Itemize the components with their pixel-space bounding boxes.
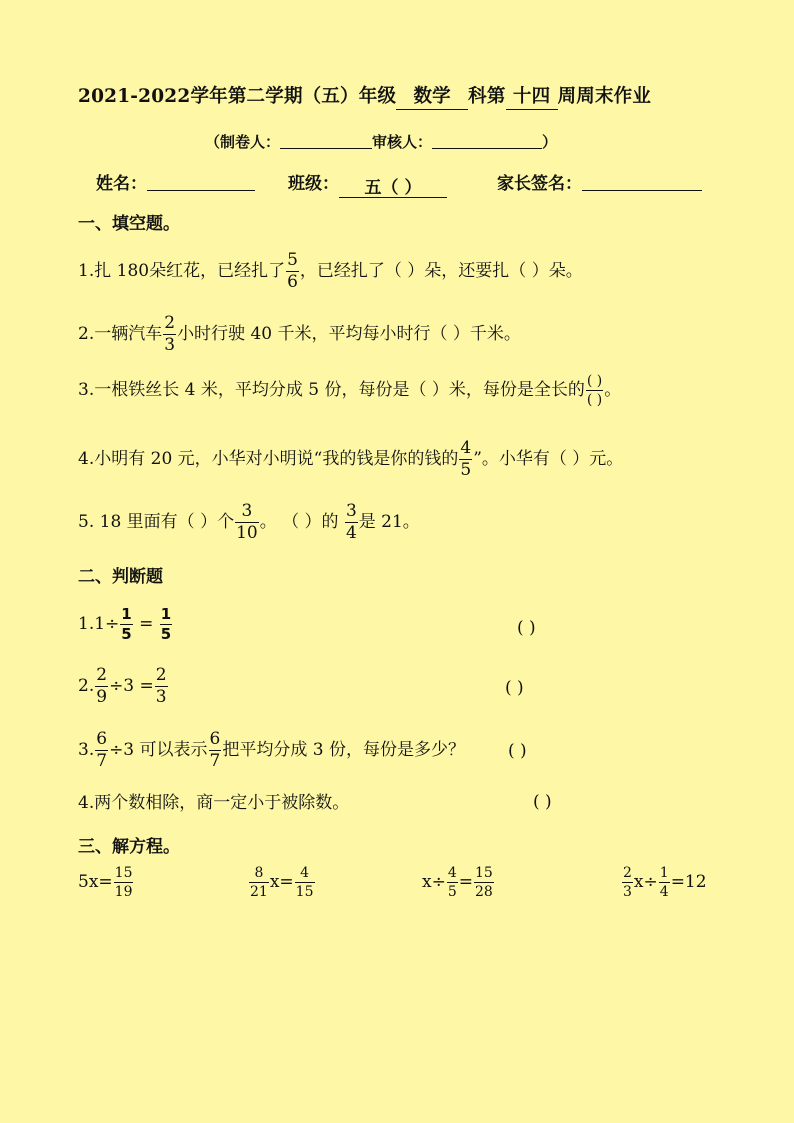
q1-text-b: ，已经扎了（ ）朵，还要扎（ ）朵。	[299, 261, 583, 281]
week-field: 十四	[506, 86, 558, 110]
j1-fraction-1	[120, 607, 132, 642]
name-field	[96, 173, 255, 195]
judge-answer-2[interactable]: ( )	[505, 678, 524, 698]
section-fill-blank-heading: 一、填空题。	[78, 214, 180, 234]
j1-numerator-2: 1	[160, 605, 172, 623]
judge-question-4	[78, 792, 349, 814]
reviewer-blank[interactable]	[432, 132, 542, 149]
e1-numerator: 15	[114, 865, 133, 881]
q5-numerator-1: 3	[241, 501, 253, 521]
name-label: 姓名：	[96, 174, 147, 194]
equation-2	[248, 866, 316, 899]
j2-text-b: ÷3 =	[109, 676, 154, 696]
q5-denominator-2: 4	[345, 523, 357, 543]
e1-fraction	[114, 866, 134, 899]
judge-question-3	[78, 731, 465, 770]
e4-text-c: =12	[670, 872, 707, 892]
class-value[interactable]: 五（ ）	[339, 177, 447, 198]
q2-denominator: 3	[164, 335, 176, 355]
section-equations-heading: 三、解方程。	[78, 837, 180, 857]
e4-numerator-2: 1	[659, 865, 669, 881]
class-label: 班级：	[288, 174, 339, 194]
e2-text-b: x=	[269, 872, 294, 892]
j1-denominator-1: 5	[121, 625, 132, 643]
maker-reviewer-line	[205, 131, 557, 153]
j3-fraction-2	[209, 731, 222, 770]
e4-fraction-2	[659, 866, 670, 899]
j3-denominator-2: 7	[209, 751, 221, 771]
q5-text-b: 。 （ ）的	[259, 512, 344, 532]
q1-denominator: 6	[287, 272, 298, 292]
e3-text-b: =	[458, 872, 474, 892]
fill-question-4	[78, 440, 623, 479]
parent-label: 家长签名：	[497, 174, 582, 194]
equation-4	[621, 866, 707, 899]
e3-text-a: x÷	[422, 872, 446, 892]
section-judge-heading: 二、判断题	[78, 567, 163, 587]
e3-denominator-1: 5	[447, 884, 457, 900]
q5-denominator-1: 10	[236, 523, 258, 543]
title-prefix: 2021-2022学年第二学期（五）年级	[78, 86, 397, 107]
j1-denominator-2: 5	[160, 625, 172, 643]
fill-question-3	[78, 374, 621, 407]
j3-text-a: 3.	[78, 740, 95, 760]
title-suffix: 周周末作业	[557, 86, 652, 107]
e4-fraction-1	[622, 866, 633, 899]
j3-text-b: ÷3 可以表示	[109, 740, 208, 760]
j3-numerator-1: 6	[96, 729, 108, 749]
e1-denominator: 19	[114, 884, 133, 900]
j2-fraction-2	[155, 667, 168, 706]
maker-blank[interactable]	[280, 132, 372, 149]
e3-denominator-2: 28	[475, 884, 493, 900]
q3-text-a: 3.一根铁丝长 4 米，平均分成 5 份，每份是（ ）米，每份是全长的	[78, 380, 585, 400]
equation-1	[78, 866, 134, 899]
q3-fraction	[586, 374, 603, 407]
j3-text-c: 把平均分成 3 份，每份是多少？	[222, 740, 465, 760]
e3-fraction-1	[447, 866, 458, 899]
q1-numerator: 5	[287, 250, 298, 270]
q3-text-b: 。	[604, 380, 622, 400]
e2-fraction-1	[249, 866, 269, 899]
parent-signature-field	[497, 173, 702, 195]
e2-numerator-2: 4	[300, 865, 310, 881]
q4-denominator: 5	[460, 460, 472, 480]
j1-numerator-1: 1	[121, 605, 132, 623]
q3-numerator: ( )	[586, 373, 603, 389]
j2-numerator-1: 2	[96, 665, 108, 685]
judge-question-1	[78, 607, 173, 642]
j2-numerator-2: 2	[155, 665, 167, 685]
subject-field: 数学	[396, 86, 468, 110]
judge-question-2	[78, 667, 169, 706]
maker-label: （制卷人：	[205, 133, 281, 151]
fill-question-2	[78, 315, 521, 354]
e4-numerator-1: 2	[623, 865, 632, 881]
j3-numerator-2: 6	[209, 729, 221, 749]
sub-close: ）	[542, 133, 558, 151]
q4-fraction	[459, 440, 472, 479]
q5-fraction-1	[235, 503, 259, 542]
j2-fraction-1	[95, 667, 108, 706]
q4-numerator: 4	[460, 438, 472, 458]
q5-text-c: 是 21。	[358, 512, 420, 532]
judge-answer-1[interactable]: ( )	[517, 618, 536, 638]
q5-numerator-2: 3	[345, 501, 357, 521]
j1-equals: =	[133, 614, 159, 634]
e3-numerator-2: 15	[475, 865, 493, 881]
reviewer-label: 审核人：	[372, 133, 433, 151]
class-field	[288, 173, 447, 198]
j2-text-a: 2.	[78, 676, 95, 696]
j2-denominator-2: 3	[155, 687, 167, 707]
j2-denominator-1: 9	[96, 687, 108, 707]
page-title	[78, 86, 651, 110]
e2-denominator-1: 21	[250, 884, 268, 900]
q4-text-a: 4.小明有 20 元，小华对小明说“我的钱是你的钱的	[78, 449, 459, 469]
q2-numerator: 2	[164, 313, 176, 333]
fill-question-1	[78, 252, 583, 291]
q2-text-b: 小时行驶 40 千米，平均每小时行（ ）千米。	[177, 324, 521, 344]
equation-3	[422, 866, 495, 899]
j4-text: 4.两个数相除，商一定小于被除数。	[78, 793, 350, 813]
e4-denominator-2: 4	[659, 884, 669, 900]
q5-text-a: 5. 18 里面有（ ）个	[78, 512, 235, 532]
q2-text-a: 2.一辆汽车	[78, 324, 163, 344]
j3-denominator-1: 7	[96, 751, 108, 771]
e2-numerator-1: 8	[254, 865, 264, 881]
e2-denominator-2: 15	[295, 884, 314, 900]
e4-text-b: x÷	[633, 872, 658, 892]
e1-text-a: 5x=	[78, 872, 113, 892]
name-blank[interactable]	[147, 174, 255, 191]
e3-fraction-2	[474, 866, 494, 899]
judge-answer-3[interactable]: ( )	[508, 741, 527, 761]
fill-question-5	[78, 503, 420, 542]
q3-denominator: ( )	[586, 392, 603, 408]
e3-numerator-1: 4	[447, 865, 457, 881]
q1-fraction	[286, 252, 299, 291]
j1-fraction-2	[160, 607, 172, 642]
q2-fraction	[163, 315, 176, 354]
e4-denominator-1: 3	[623, 884, 632, 900]
title-mid: 科第	[468, 86, 506, 107]
parent-blank[interactable]	[582, 174, 702, 191]
j3-fraction-1	[95, 731, 108, 770]
q5-fraction-2	[345, 503, 358, 542]
e2-fraction-2	[295, 866, 315, 899]
judge-answer-4[interactable]: ( )	[533, 792, 552, 812]
j1-text-a: 1.1÷	[78, 614, 120, 634]
q4-text-b: ”。小华有（ ）元。	[473, 449, 624, 469]
q1-text-a: 1.扎 180朵红花，已经扎了	[78, 261, 286, 281]
